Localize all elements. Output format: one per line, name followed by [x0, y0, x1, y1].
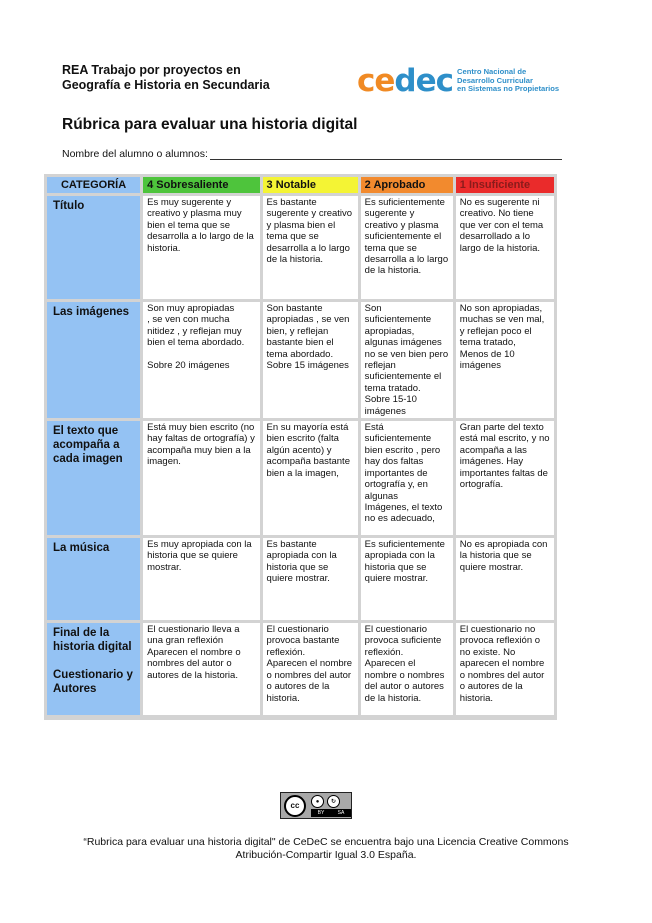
- table-row: [47, 421, 554, 535]
- table-cell: No son apropiadas, muchas se ven mal, y reflejan poco el tema tratado, Menos de 10 imágenes: [456, 302, 554, 418]
- header-line-2: Geografía e Historia en Secundaria: [62, 78, 270, 92]
- row-label-final: [47, 623, 140, 715]
- table-cell: Es suficientemente apropiada con la historia que se quiere mostrar.: [361, 538, 453, 620]
- table-cell: Es bastante sugerente y creativo y plasma bien el tema que se desarrolla a lo largo de la historia.: [263, 196, 358, 299]
- header-sobresaliente: 4 Sobresaliente: [143, 177, 259, 193]
- page-title: Rúbrica para evaluar una historia digital: [62, 116, 358, 133]
- table-cell: En su mayoría está bien escrito (falta algún acento) y acompaña bastante bien a la imagen,: [263, 421, 358, 535]
- student-name-label: Nombre del alumno o alumnos:: [62, 148, 208, 160]
- row-label-texto: El texto que acompaña a cada imagen: [47, 421, 140, 535]
- header-insuficiente: 1 Insuficiente: [456, 177, 554, 193]
- table-row: [47, 538, 554, 620]
- document-header: [62, 63, 270, 93]
- rubric-table: [44, 174, 557, 720]
- logo-sub-line-2: Desarrollo Curricular: [457, 75, 533, 85]
- table-cell: El cuestionario no provoca reflexión o no existe. No aparecen el nombre o nombres del autor o autores de la historia.: [456, 623, 554, 715]
- cc-terms: [311, 794, 351, 817]
- cc-by-label: BY: [317, 810, 325, 816]
- logo-word-blue: dec: [394, 63, 453, 99]
- logo-sub-line-3: en Sistemas no Propietarios: [457, 84, 560, 94]
- cedec-logo: [357, 63, 560, 99]
- table-cell: No es apropiada con la historia que se quiere mostrar.: [456, 538, 554, 620]
- table-cell: Son bastante apropiadas , se ven bien, y reflejan bastante bien el tema abordado. Sobre 15 imágenes: [263, 302, 358, 418]
- table-cell: Son suficientemente apropiadas, algunas imágenes no se ven bien pero reflejan suficientemente el tema tratado. Sobre 15-10 imágenes: [361, 302, 453, 418]
- table-cell: No es sugerente ni creativo. No tiene que ver con el tema desarrollado a lo largo de la historia.: [456, 196, 554, 299]
- logo-word: [357, 63, 453, 99]
- table-cell: Es suficientemente sugerente y creativo y plasma suficientemente el tema que se desarrolla a lo largo de la historia.: [361, 196, 453, 299]
- student-name-line: [62, 148, 562, 160]
- row-label-titulo: Título: [47, 196, 140, 299]
- row-label-imagenes: Las imágenes: [47, 302, 140, 418]
- logo-sub-line-1: Centro Nacional de: [457, 67, 527, 77]
- header-notable: 3 Notable: [263, 177, 358, 193]
- table-row: [47, 196, 554, 299]
- table-row: [47, 302, 554, 418]
- table-cell: Es muy apropiada con la historia que se quiere mostrar.: [143, 538, 259, 620]
- table-row: [47, 623, 554, 715]
- cc-term-icons: [311, 794, 351, 808]
- header-categoria: CATEGORÍA: [47, 177, 140, 193]
- footer-line-1: “Rubrica para evaluar una historia digital" de CeDeC se encuentra bajo una Licencia Creative Commons: [83, 836, 569, 848]
- cc-icon: cc: [284, 795, 306, 817]
- cc-term-labels: [311, 809, 351, 817]
- share-alike-icon: ↻: [327, 795, 340, 808]
- logo-word-orange: ce: [357, 63, 395, 99]
- table-cell: Es muy sugerente y creativo y plasma muy bien el tema que se desarrolla a lo largo de la historia.: [143, 196, 259, 299]
- row-label-musica: La música: [47, 538, 140, 620]
- license-footer: [40, 836, 612, 862]
- table-cell: Gran parte del texto está mal escrito, y no acompaña a las imágenes. Hay importantes faltas de ortografía.: [456, 421, 554, 535]
- row-label-final-sub: Cuestionario y Autores: [53, 669, 133, 696]
- table-cell: Es bastante apropiada con la historia que se quiere mostrar.: [263, 538, 358, 620]
- student-name-blank: [210, 149, 562, 160]
- table-cell: Está muy bien escrito (no hay faltas de ortografía) y acompaña muy bien a la imagen.: [143, 421, 259, 535]
- attribution-icon: ●: [311, 795, 324, 808]
- rubric-header-row: [47, 177, 554, 193]
- header-line-1: REA Trabajo por proyectos en: [62, 63, 241, 77]
- row-label-final-main: Final de la historia digital: [53, 627, 132, 654]
- table-cell: Está suficientemente bien escrito , pero hay dos faltas importantes de ortografía y, en algunas Imágenes, el texto no es adecuado,: [361, 421, 453, 535]
- table-cell: Son muy apropiadas , se ven con mucha nitidez , y reflejan muy bien el tema abordado. Sobre 20 imágenes: [143, 302, 259, 418]
- table-cell: El cuestionario provoca suficiente reflexión. Aparecen el nombre o nombres del autor o autores de la historia.: [361, 623, 453, 715]
- table-cell: El cuestionario provoca bastante reflexión. Aparecen el nombre o nombres del autor o autores de la historia.: [263, 623, 358, 715]
- creative-commons-badge: [280, 792, 352, 819]
- logo-subtitle: [457, 68, 559, 94]
- header-aprobado: 2 Aprobado: [361, 177, 453, 193]
- table-cell: El cuestionario lleva a una gran reflexión Aparecen el nombre o nombres del autor o autores de la historia.: [143, 623, 259, 715]
- cc-sa-label: SA: [337, 810, 345, 816]
- footer-line-2: Atribución-Compartir Igual 3.0 España.: [235, 849, 417, 861]
